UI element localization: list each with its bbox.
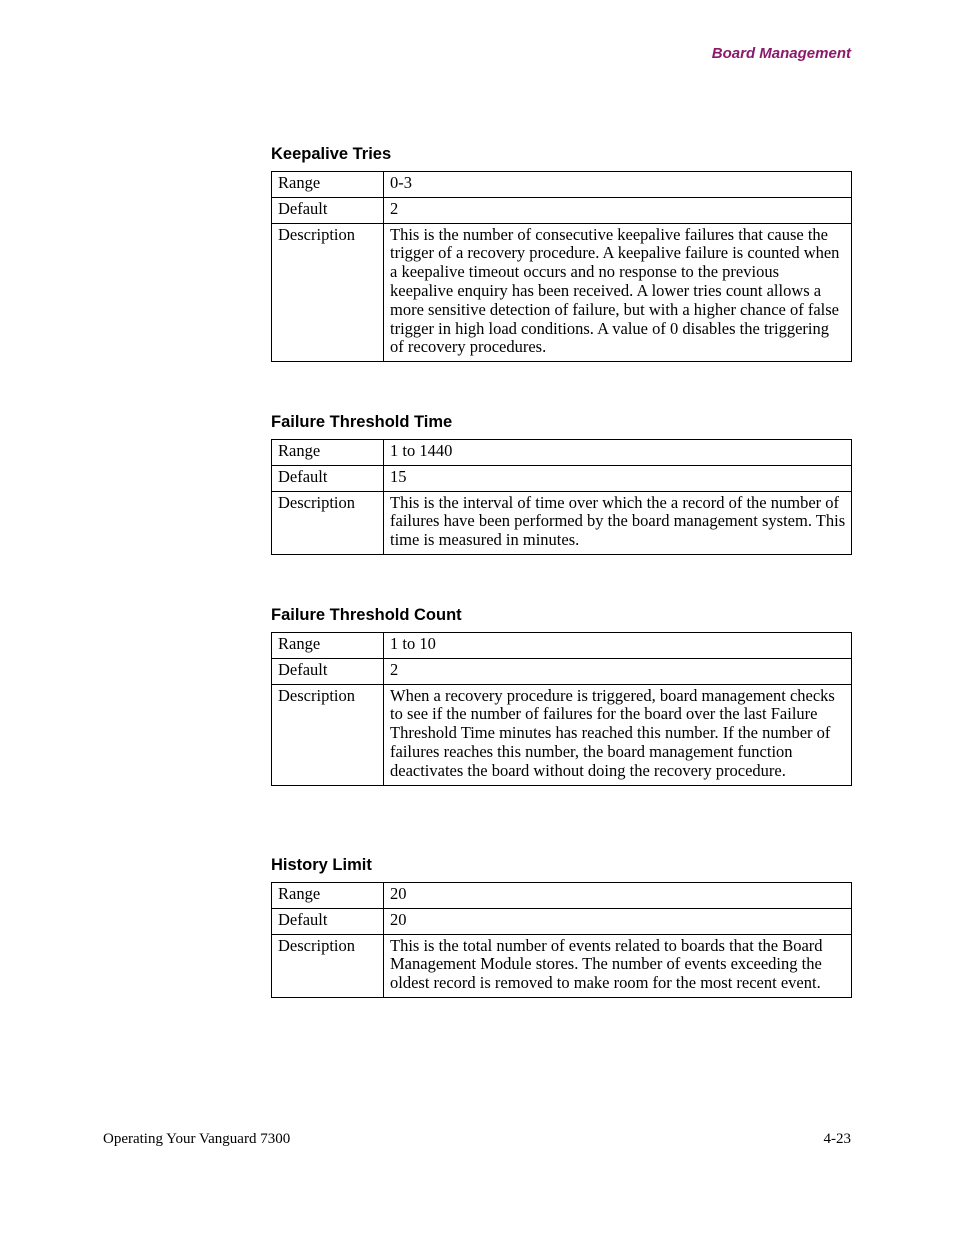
footer-page-number: 4-23 (823, 1131, 851, 1147)
row-value: 0-3 (384, 172, 852, 198)
row-value: 20 (384, 908, 852, 934)
table-row (272, 172, 852, 198)
row-value: 15 (384, 465, 852, 491)
table-row (272, 633, 852, 659)
row-label: Range (272, 883, 384, 909)
parameter-table (271, 171, 852, 362)
row-value: This is the total number of events related to boards that the Board Management Module stores. The number of events exceeding the oldest record is removed to make room for the most recent event. (384, 934, 852, 997)
row-label: Description (272, 934, 384, 997)
row-label: Default (272, 658, 384, 684)
row-value: 20 (384, 883, 852, 909)
row-label: Description (272, 491, 384, 554)
table-row (272, 684, 852, 785)
table-row (272, 197, 852, 223)
table-row (272, 908, 852, 934)
row-value: 2 (384, 197, 852, 223)
table-row (272, 491, 852, 554)
row-value: This is the number of consecutive keepalive failures that cause the trigger of a recovery procedure. A keepalive failure is counted when a keepalive timeout occurs and no response to the previous keepalive enquiry has been received. A lower tries count allows a more sensitive detection of failure, but with a higher chance of false trigger in high load conditions. A value of 0 disables the triggering of recovery procedures. (384, 223, 852, 362)
row-label: Default (272, 465, 384, 491)
section-title: History Limit (271, 856, 372, 874)
section-title: Failure Threshold Count (271, 606, 462, 624)
section-title: Keepalive Tries (271, 145, 392, 163)
parameter-table (271, 632, 852, 786)
row-value: 1 to 10 (384, 633, 852, 659)
row-value: 1 to 1440 (384, 440, 852, 466)
row-label: Description (272, 223, 384, 362)
row-label: Range (272, 172, 384, 198)
section-history-limit (271, 856, 852, 998)
table-row (272, 934, 852, 997)
row-label: Default (272, 908, 384, 934)
footer-document-title: Operating Your Vanguard 7300 (103, 1131, 291, 1147)
table-row (272, 223, 852, 362)
row-label: Range (272, 440, 384, 466)
section-keepalive-tries (271, 145, 852, 362)
parameter-table (271, 882, 852, 998)
row-label: Description (272, 684, 384, 785)
table-row (272, 465, 852, 491)
running-header: Board Management (711, 45, 851, 62)
parameter-table (271, 439, 852, 555)
section-title: Failure Threshold Time (271, 413, 453, 431)
table-row (272, 883, 852, 909)
table-row (272, 440, 852, 466)
section-failure-threshold-time (271, 413, 852, 555)
section-failure-threshold-count (271, 606, 852, 786)
row-label: Default (272, 197, 384, 223)
row-label: Range (272, 633, 384, 659)
table-row (272, 658, 852, 684)
row-value: 2 (384, 658, 852, 684)
row-value: When a recovery procedure is triggered, board management checks to see if the number of failures for the board over the last Failure Threshold Time minutes has reached this number. If the number of failures reaches this number, the board management function deactivates the board without doing the recovery procedure. (384, 684, 852, 785)
row-value: This is the interval of time over which the a record of the number of failures have been performed by the board management system. This time is measured in minutes. (384, 491, 852, 554)
